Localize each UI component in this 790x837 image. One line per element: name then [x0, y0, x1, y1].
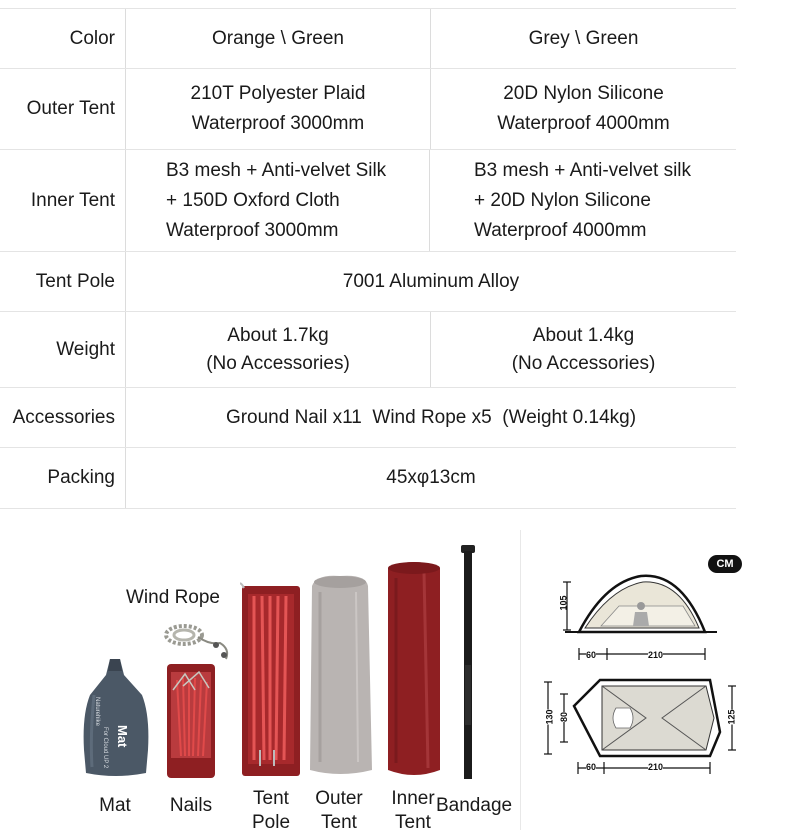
outer-tent-label: [311, 787, 367, 835]
row-inner-tent: [0, 150, 736, 252]
cell-text: B3 mesh + Anti-velvet silk: [474, 159, 692, 181]
row-packing: [0, 448, 736, 509]
mat-bag-subtext: For Cloud UP 2: [102, 727, 108, 769]
accessories-value: [126, 388, 736, 447]
row-outer-tent: [0, 69, 736, 150]
cell-text: Waterproof 3000mm: [191, 113, 365, 134]
row-label: Outer Tent: [0, 69, 126, 149]
row-weight: [0, 312, 736, 388]
row-label: Packing: [0, 448, 126, 508]
cell-text: About 1.4kg: [532, 324, 635, 346]
wind-rope-label: Wind Rope: [126, 587, 220, 608]
cell-text: (No Accessories): [206, 352, 350, 374]
tent-side-view-diagram: [545, 568, 725, 668]
cell-text: Grey \ Green: [528, 27, 639, 49]
mat-bag-image: [80, 655, 152, 780]
row-accessories: [0, 388, 736, 448]
weight-option-1: [126, 312, 431, 387]
cell-text: Waterproof 4000mm: [497, 113, 670, 134]
cell-text: 210T Polyester Plaid: [190, 83, 366, 104]
section-divider: [520, 530, 521, 830]
side-vestibule-dim: 60: [586, 650, 597, 660]
spec-table: [0, 8, 736, 509]
outer-tent-option-2: [431, 69, 736, 149]
color-option-2: [431, 9, 736, 68]
outer-tent-bag-image: [306, 572, 376, 780]
inner-tent-label: [386, 787, 440, 835]
bandage-label: Bandage: [436, 795, 513, 816]
label-line: Pole: [251, 812, 291, 833]
label-line: Tent: [321, 812, 357, 833]
unit-badge: CM: [708, 555, 742, 573]
cell-text: 45xφ13cm: [386, 467, 476, 488]
top-width-outer-dim: 130: [544, 709, 555, 725]
tent-top-view-diagram: [540, 672, 740, 782]
label-line: Tent: [395, 812, 431, 833]
tent-pole-value: [126, 252, 736, 311]
cell-text: Waterproof 3000mm: [166, 219, 339, 241]
cell-text: (No Accessories): [511, 352, 656, 374]
row-label: Tent Pole: [0, 252, 126, 311]
tent-pole-label: [246, 787, 296, 835]
inner-tent-option-2: [430, 150, 736, 251]
mat-label: Mat: [99, 795, 131, 816]
label-line: Outer: [315, 788, 363, 809]
outer-tent-option-1: [126, 69, 431, 149]
cell-text: 7001 Aluminum Alloy: [342, 270, 520, 292]
nails-bag-image: [165, 660, 217, 782]
row-color: [0, 8, 736, 69]
label-line: Inner: [391, 788, 435, 809]
cell-text: Waterproof 4000mm: [474, 219, 647, 241]
top-width-right-dim: 125: [726, 709, 737, 725]
top-width-inner-dim: 80: [559, 711, 570, 723]
row-tent-pole: [0, 252, 736, 312]
label-line: Tent: [253, 788, 289, 809]
color-option-1: [126, 9, 431, 68]
side-height-dim: 105: [558, 595, 569, 611]
cell-text: About 1.7kg: [227, 324, 329, 346]
row-label: Color: [0, 9, 126, 68]
bandage-image: [458, 545, 478, 781]
packing-value: [126, 448, 736, 508]
top-length-dim: 210: [648, 762, 664, 772]
cell-text: B3 mesh + Anti-velvet Silk: [166, 159, 387, 181]
inner-tent-option-1: [126, 150, 430, 251]
weight-option-2: [431, 312, 736, 387]
top-vestibule-dim: 60: [586, 762, 597, 772]
row-label: Inner Tent: [0, 150, 126, 251]
cell-text: + 20D Nylon Silicone: [474, 189, 651, 211]
side-length-dim: 210: [648, 650, 664, 660]
mat-bag-text: Mat: [115, 725, 130, 748]
cell-text: 20D Nylon Silicone: [503, 83, 664, 104]
row-label: Weight: [0, 312, 126, 387]
cell-text: Orange \ Green: [211, 27, 345, 49]
tent-pole-bag-image: [240, 580, 302, 780]
row-label: Accessories: [0, 388, 126, 447]
cell-text: + 150D Oxford Cloth: [166, 189, 340, 211]
cell-text: Ground Nail x11 Wind Rope x5 (Weight 0.14kg): [225, 406, 637, 428]
inner-tent-bag-image: [384, 558, 444, 780]
mat-bag-brand: Naturehike: [94, 697, 100, 727]
nails-label: Nails: [169, 795, 213, 816]
